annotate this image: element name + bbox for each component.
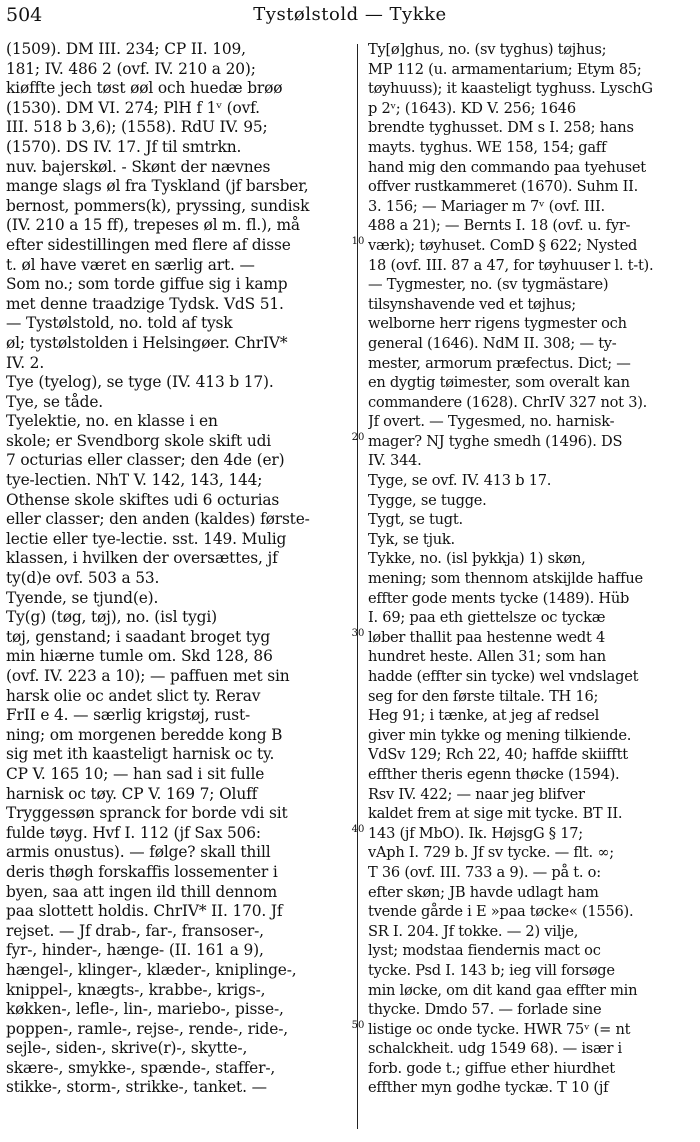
line-number: 30 bbox=[351, 628, 365, 639]
text-line: mester, armorum præfectus. Dict; — bbox=[368, 354, 631, 372]
text-line: tilsynshavende ved et tøjhus; bbox=[368, 295, 576, 313]
text-line: (1530). DM VI. 274; PlH f 1ᵛ (ovf. bbox=[6, 98, 260, 117]
text-line: listige oc onde tycke. HWR 75ᵛ (= nt bbox=[368, 1020, 631, 1038]
text-line: hadde (effter sin tycke) wel vndslaget bbox=[368, 668, 639, 685]
text-line: en dygtig tøimester, som overalt kan bbox=[368, 374, 630, 392]
text-line: effther myn godhe tyckæ. T 10 (jf bbox=[368, 1079, 609, 1097]
text-line: mening; som thennom atskijlde haffue bbox=[368, 570, 643, 588]
text-line: Tyk, se tjuk. bbox=[368, 530, 455, 548]
line-number: 10 bbox=[351, 236, 365, 247]
text-line: lectie eller tye-lectie. sst. 149. Mulig bbox=[6, 529, 287, 548]
text-line: SR I. 204. Jf tokke. — 2) vilje, bbox=[368, 922, 579, 940]
text-line: — Tystølstold, no. told af tysk bbox=[6, 314, 233, 333]
text-line: harsk olie oc andet slict ty. Rerav bbox=[6, 686, 261, 705]
text-line: tøyhuuss); it kaasteligt tyghuss. LyschG bbox=[368, 80, 653, 98]
text-line: mager? NJ tyghe smedh (1496). DS bbox=[368, 432, 623, 450]
text-line: tøj, genstand; i saadant broget tyg bbox=[6, 627, 271, 646]
text-line: Tykke, no. (isl þykkja) 1) skøn, bbox=[368, 550, 586, 568]
text-line: 7 octurias eller classer; den 4de (er) bbox=[6, 451, 285, 470]
text-line: rejset. — Jf drab-, far-, fransoser-, bbox=[6, 921, 264, 940]
text-line: (1509). DM III. 234; CP II. 109, bbox=[6, 40, 246, 58]
text-line: III. 518 b 3,6); (1558). RdU IV. 95; bbox=[6, 118, 268, 137]
text-line: 488 a 21); — Bernts I. 18 (ovf. u. fyr- bbox=[368, 217, 631, 235]
text-line: commandere (1628). ChrIV 327 not 3). bbox=[368, 393, 648, 411]
text-line: giver min tykke og mening tilkiende. bbox=[368, 726, 632, 744]
text-line: 143 (jf MbO). Ik. HøjsgG § 17; bbox=[368, 824, 583, 842]
text-line: harnisk oc tøy. CP V. 169 7; Oluff bbox=[6, 784, 258, 803]
text-line: fyr-, hinder-, hænge- (II. 161 a 9), bbox=[6, 941, 264, 960]
text-line: Othense skole skiftes udi 6 octurias bbox=[6, 490, 280, 509]
text-line: t. øl have været en særlig art. — bbox=[6, 255, 255, 274]
text-line: efter sidestillingen med flere af disse bbox=[6, 235, 291, 254]
running-title: Tystølstold — Tykke bbox=[253, 4, 447, 25]
text-line: Ty[ø]ghus, no. (sv tyghus) tøjhus; bbox=[368, 41, 607, 58]
text-line: hand mig den commando paa tyehuset bbox=[368, 158, 646, 176]
running-header bbox=[0, 0, 700, 34]
text-line: tvende gårde i E »paa tøcke« (1556). bbox=[368, 903, 634, 921]
line-number: 40 bbox=[351, 824, 365, 835]
text-line: kiøffte jech tøst øøl och huedæ brøø bbox=[6, 79, 283, 98]
text-line: welborne herr rigens tygmester och bbox=[368, 315, 627, 333]
text-line: bernost, pommers(k), pryssing, sundisk bbox=[6, 196, 310, 215]
text-line: Tyge, se ovf. IV. 413 b 17. bbox=[368, 472, 552, 490]
text-line: (IV. 210 a 15 ff), trepeses øl m. fl.), må bbox=[6, 216, 300, 235]
text-line: sejle-, siden-, skrive(r)-, skytte-, bbox=[6, 1039, 248, 1058]
text-line: 181; IV. 486 2 (ovf. IV. 210 a 20); bbox=[6, 59, 256, 78]
text-line: ning; om morgenen beredde kong B bbox=[6, 725, 283, 744]
text-line: schalckheit. udg 1549 68). — især i bbox=[368, 1040, 622, 1058]
text-line: efter skøn; JB havde udlagt ham bbox=[368, 883, 599, 901]
text-line: Tyende, se tjund(e). bbox=[6, 588, 159, 607]
text-line: deris thøgh forskaffis lossementer i bbox=[6, 862, 278, 881]
text-line: knippel-, knægts-, krabbe-, krigs-, bbox=[6, 980, 266, 999]
text-line: ty(d)e ovf. 503 a 53. bbox=[6, 569, 160, 588]
text-line: skole; er Svendborg skole skift udi bbox=[6, 431, 272, 450]
text-line: sig met ith kaasteligt harnisk oc ty. bbox=[6, 745, 275, 764]
text-line: I. 69; paa eth giettelsze oc tyckæ bbox=[368, 609, 606, 627]
text-line: T 36 (ovf. III. 733 a 9). — på t. o: bbox=[368, 863, 601, 881]
text-line: Tyelektie, no. en klasse i en bbox=[6, 412, 218, 431]
text-line: vAph I. 729 b. Jf sv tycke. — flt. ∞; bbox=[368, 844, 614, 862]
text-line: poppen-, ramle-, rejse-, rende-, ride-, bbox=[6, 1019, 289, 1038]
text-line: FrII e 4. — særlig krigstøj, rust- bbox=[6, 706, 251, 725]
text-line: (ovf. IV. 223 a 10); — paffuen met sin bbox=[6, 667, 290, 685]
text-line: fulde tøyg. Hvf I. 112 (jf Sax 506: bbox=[6, 823, 261, 842]
text-line: Jf overt. — Tygesmed, no. harnisk- bbox=[368, 413, 615, 431]
text-line: byen, saa att ingen ild thill dennom bbox=[6, 882, 278, 901]
text-line: mange slags øl fra Tyskland (jf barsber, bbox=[6, 177, 309, 196]
text-line: — Tygmester, no. (sv tygmästare) bbox=[368, 276, 609, 294]
text-line: IV. 2. bbox=[6, 353, 45, 372]
text-line: Tye (tyelog), se tyge (IV. 413 b 17). bbox=[6, 373, 274, 392]
left-column bbox=[6, 40, 348, 1098]
text-line: CP V. 165 10; — han sad i sit fulle bbox=[6, 764, 265, 783]
text-line: effther theris egenn thøcke (1594). bbox=[368, 765, 620, 783]
text-line: seg for den første tiltale. TH 16; bbox=[368, 687, 599, 705]
text-line: Tygge, se tugge. bbox=[368, 491, 487, 509]
text-line: nuv. bajerskøl. - Skønt der nævnes bbox=[6, 157, 271, 176]
text-line: lyst; modstaa fiendernis mact oc bbox=[368, 942, 601, 960]
text-line: brendte tyghusset. DM s I. 258; hans bbox=[368, 119, 634, 137]
text-line: hundret heste. Allen 31; som han bbox=[368, 648, 606, 666]
text-line: Tygt, se tugt. bbox=[368, 511, 463, 529]
text-line: VdSv 129; Rch 22, 40; haffde skiifftt bbox=[368, 746, 628, 764]
text-line: kaldet frem at sige mit tycke. BT II. bbox=[368, 805, 623, 823]
page-number: 504 bbox=[6, 4, 43, 26]
text-line: forb. gode t.; giffue ether hiurdhet bbox=[368, 1059, 615, 1077]
text-line: skære-, smykke-, spænde-, staffer-, bbox=[6, 1058, 276, 1077]
text-line: værk); tøyhuset. ComD § 622; Nysted bbox=[368, 236, 638, 254]
text-line: løber thallit paa hestenne wedt 4 bbox=[368, 628, 606, 646]
text-line: hængel-, klinger-, klæder-, kniplinge-, bbox=[6, 960, 297, 979]
text-line: IV. 344. bbox=[368, 452, 422, 470]
text-line: stikke-, storm-, strikke-, tanket. — bbox=[6, 1078, 267, 1097]
text-line: (1570). DS IV. 17. Jf til smtrkn. bbox=[6, 137, 242, 156]
text-line: øl; tystølstolden i Helsingøer. ChrIV* bbox=[6, 333, 288, 352]
text-line: min løcke, om dit kand gaa effter min bbox=[368, 981, 638, 999]
text-line: armis onustus). — følge? skall thill bbox=[6, 843, 271, 862]
text-line: tycke. Psd I. 143 b; ieg vill forsøge bbox=[368, 961, 615, 979]
text-line: thycke. Dmdo 57. — forlade sine bbox=[368, 1001, 602, 1019]
text-line: Tye, se tåde. bbox=[6, 392, 104, 411]
text-line: køkken-, lefle-, lin-, mariebo-, pisse-, bbox=[6, 1000, 284, 1019]
text-line: offver rustkammeret (1670). Suhm II. bbox=[368, 178, 639, 196]
text-line: tye-lectien. NhT V. 142, 143, 144; bbox=[6, 471, 263, 490]
line-number: 20 bbox=[351, 432, 365, 443]
text-line: Rsv IV. 422; — naar jeg blifver bbox=[368, 785, 585, 803]
line-number: 50 bbox=[351, 1020, 365, 1031]
text-line: eller classer; den anden (kaldes) første- bbox=[6, 510, 310, 529]
text-line: mayts. tyghus. WE 158, 154; gaff bbox=[368, 138, 607, 156]
text-line: 18 (ovf. III. 87 a 47, for tøyhuuser l. t-t). bbox=[368, 256, 654, 274]
right-column bbox=[368, 40, 694, 1098]
text-line: effter gode ments tycke (1489). Hüb bbox=[368, 589, 630, 607]
text-line: Ty(g) (tøg, tøj), no. (isl tygi) bbox=[6, 608, 218, 627]
text-line: klassen, i hvilken der oversættes, jf bbox=[6, 549, 278, 568]
text-line: paa slottett holdis. ChrIV* II. 170. Jf bbox=[6, 902, 283, 921]
text-line: general (1646). NdM II. 308; — ty- bbox=[368, 334, 617, 352]
text-line: Heg 91; i tænke, at jeg af redsel bbox=[368, 707, 600, 725]
text-line: Som no.; som torde giffue sig i kamp bbox=[6, 275, 288, 294]
text-line: met denne traadzige Tydsk. VdS 51. bbox=[6, 294, 284, 313]
column-divider bbox=[357, 44, 358, 1129]
text-line: p 2ᵛ; (1643). KD V. 256; 1646 bbox=[368, 99, 576, 117]
text-line: min hiærne tumle om. Skd 128, 86 bbox=[6, 647, 273, 666]
text-line: Tryggessøn spranck for borde vdi sit bbox=[6, 804, 288, 823]
text-line: MP 112 (u. armamentarium; Etym 85; bbox=[368, 60, 642, 78]
text-line: 3. 156; — Mariager m 7ᵛ (ovf. III. bbox=[368, 197, 605, 215]
